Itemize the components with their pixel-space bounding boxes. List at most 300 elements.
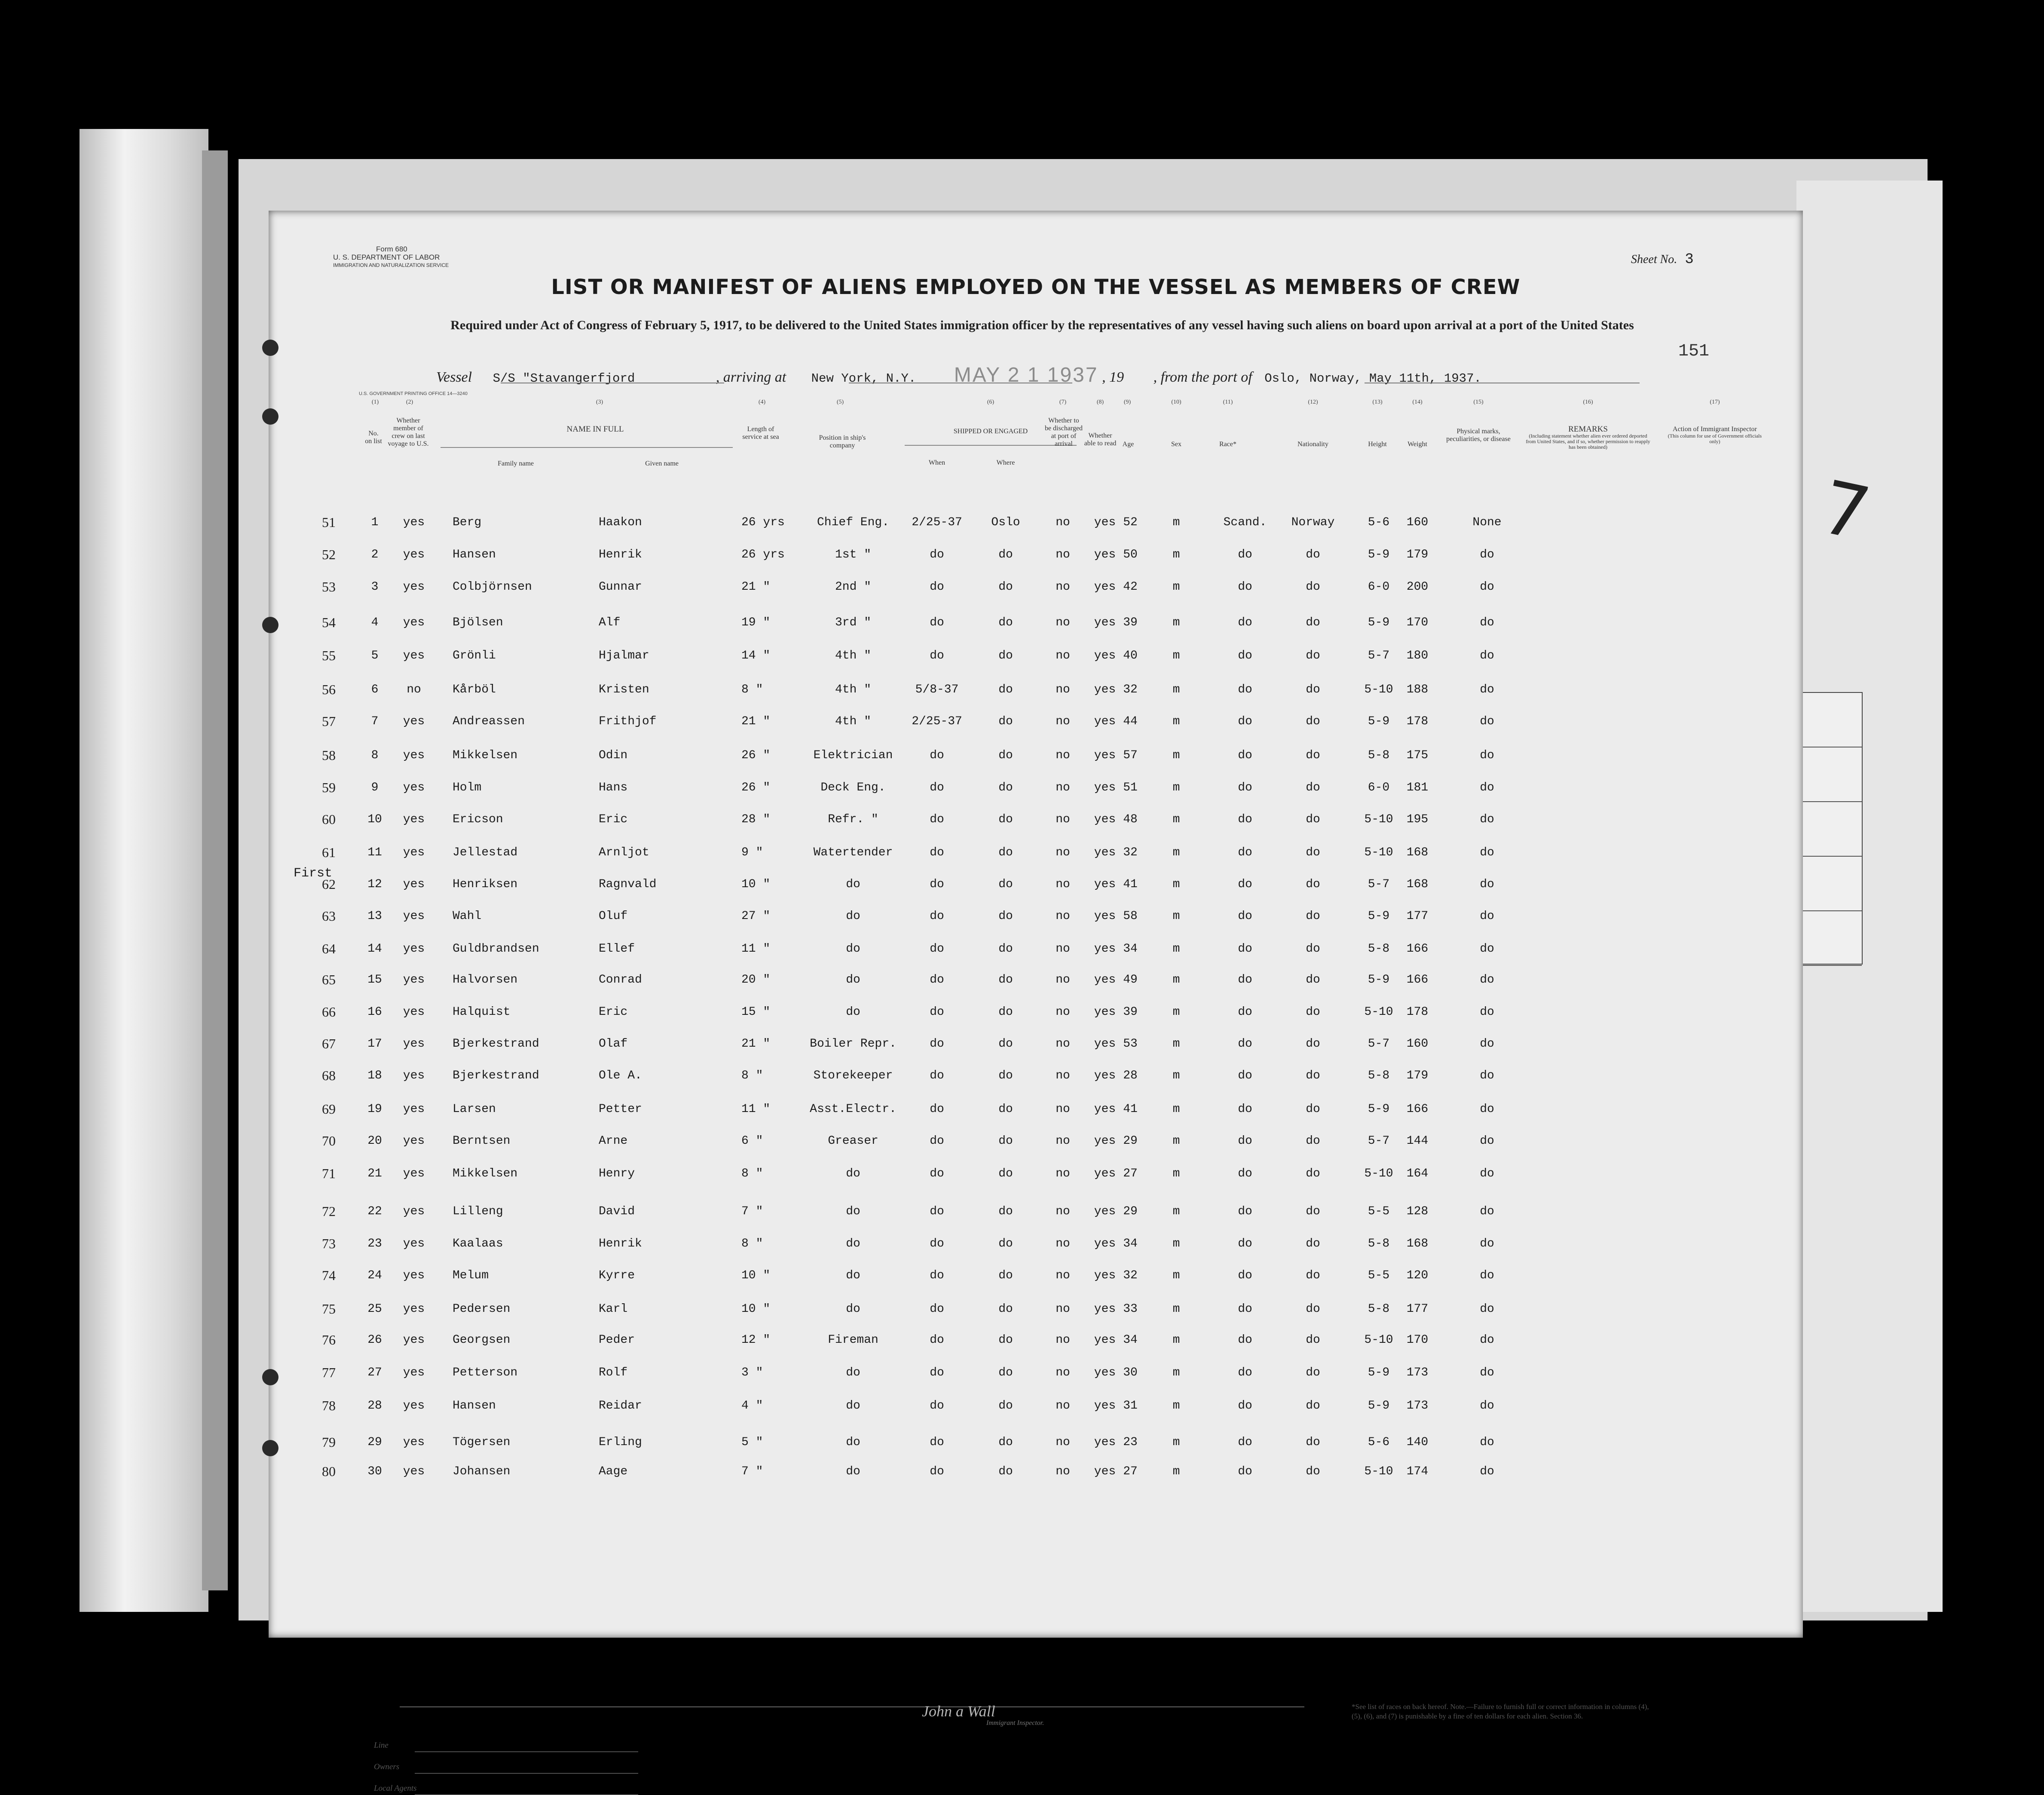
height: 5-10: [1364, 1167, 1393, 1180]
race: do: [1238, 749, 1252, 762]
column-number: (6): [987, 399, 994, 405]
age: 29: [1123, 1205, 1138, 1218]
family-name: Larsen: [453, 1103, 496, 1116]
weight: 177: [1406, 1302, 1429, 1316]
physical-marks: do: [1480, 910, 1494, 923]
able-to-read: yes: [1094, 1069, 1116, 1082]
crew-flag: yes: [403, 548, 425, 561]
able-to-read: yes: [1094, 1005, 1116, 1019]
discharged: no: [1056, 1269, 1070, 1282]
side-stamp-box: [1801, 692, 1863, 965]
service-length: 10 ": [741, 878, 771, 891]
able-to-read: yes: [1094, 1134, 1116, 1148]
position: Greaser: [828, 1134, 878, 1148]
given-name: Hans: [599, 781, 628, 794]
race: do: [1238, 1103, 1252, 1116]
nationality: do: [1306, 715, 1320, 728]
discharged: no: [1056, 1134, 1070, 1148]
column-number: (11): [1223, 399, 1233, 405]
sex: m: [1172, 1302, 1180, 1316]
service-length: 15 ": [741, 1005, 771, 1019]
position: 3rd ": [835, 616, 872, 629]
race: do: [1238, 1302, 1252, 1316]
column-number: (2): [406, 399, 413, 405]
able-to-read: yes: [1094, 1333, 1116, 1347]
height: 5-10: [1364, 683, 1393, 696]
physical-marks: do: [1480, 616, 1494, 629]
family-name: Andreassen: [453, 715, 525, 728]
nationality: do: [1306, 1333, 1320, 1347]
service-length: 26 yrs: [741, 548, 785, 561]
shipped-where: do: [998, 715, 1013, 728]
stamp-number: 151: [1678, 342, 1710, 361]
weight: 120: [1406, 1269, 1429, 1282]
shipped-when: do: [930, 1465, 944, 1478]
able-to-read: yes: [1094, 781, 1116, 794]
discharged: no: [1056, 910, 1070, 923]
crew-flag: yes: [403, 942, 425, 956]
family-name: Wahl: [453, 910, 482, 923]
manifest-sheet: [269, 211, 1803, 1793]
able-to-read: yes: [1094, 813, 1116, 826]
race: do: [1238, 683, 1252, 696]
sex: m: [1172, 1465, 1180, 1478]
height: 5-9: [1368, 1366, 1390, 1379]
header-given: Given name: [645, 460, 679, 467]
book-binding: [202, 150, 228, 1590]
header-crew: Whether member of crew on last voyage to U.S.: [388, 417, 429, 447]
position: Boiler Repr.: [810, 1037, 897, 1051]
crew-flag: yes: [403, 878, 425, 891]
list-number: 15: [367, 973, 382, 986]
shipped-when: do: [930, 1205, 944, 1218]
height: 5-6: [1368, 1436, 1390, 1449]
age: 34: [1123, 1333, 1138, 1347]
weight: 160: [1406, 516, 1429, 529]
given-name: Olaf: [599, 1037, 628, 1051]
height: 5-9: [1368, 1103, 1390, 1116]
shipped-when: do: [930, 878, 944, 891]
column-number: (12): [1308, 399, 1318, 405]
nationality: do: [1306, 580, 1320, 594]
age: 23: [1123, 1436, 1138, 1449]
family-name: Petterson: [453, 1366, 518, 1379]
weight: 140: [1406, 1436, 1429, 1449]
given-name: Rolf: [599, 1366, 628, 1379]
age: 27: [1123, 1167, 1138, 1180]
discharged: no: [1056, 1436, 1070, 1449]
nationality: do: [1306, 1269, 1320, 1282]
service-length: 3 ": [741, 1366, 763, 1379]
discharged: no: [1056, 649, 1070, 662]
able-to-read: yes: [1094, 683, 1116, 696]
binder-hole: [262, 408, 278, 425]
binder-hole: [262, 340, 278, 356]
age: 41: [1123, 1103, 1138, 1116]
physical-marks: do: [1480, 1069, 1494, 1082]
line-number: 75: [322, 1301, 336, 1317]
shipped-where: Oslo: [991, 516, 1020, 529]
crew-flag: yes: [403, 715, 425, 728]
discharged: no: [1056, 1069, 1070, 1082]
sex: m: [1172, 846, 1180, 859]
discharged: no: [1056, 580, 1070, 594]
crew-flag: yes: [403, 1436, 425, 1449]
discharged: no: [1056, 1037, 1070, 1051]
able-to-read: yes: [1094, 1366, 1116, 1379]
line-number: 74: [322, 1268, 336, 1283]
position: Fireman: [828, 1333, 878, 1347]
shipped-when: do: [930, 1366, 944, 1379]
able-to-read: yes: [1094, 1269, 1116, 1282]
crew-flag: yes: [403, 749, 425, 762]
height: 5-10: [1364, 1005, 1393, 1019]
able-to-read: yes: [1094, 878, 1116, 891]
nationality: do: [1306, 1005, 1320, 1019]
given-name: Alf: [599, 616, 621, 629]
shipped-when: do: [930, 1103, 944, 1116]
discharged: no: [1056, 1005, 1070, 1019]
physical-marks: do: [1480, 1302, 1494, 1316]
weight: 170: [1406, 1333, 1429, 1347]
shipped-when: do: [930, 1037, 944, 1051]
race: do: [1238, 781, 1252, 794]
list-number: 8: [371, 749, 379, 762]
nationality: do: [1306, 649, 1320, 662]
position: 4th ": [835, 683, 872, 696]
height: 5-8: [1368, 1302, 1390, 1316]
height: 6-0: [1368, 781, 1390, 794]
service-length: 7 ": [741, 1205, 763, 1218]
weight: 200: [1406, 580, 1429, 594]
header-remarks: REMARKS (Including statement whether alien ever ordered deported from United States, and if so, whether permission to reapply has been obtained): [1526, 425, 1650, 450]
discharged: no: [1056, 781, 1070, 794]
discharged: no: [1056, 878, 1070, 891]
height: 5-9: [1368, 1399, 1390, 1412]
list-number: 3: [371, 580, 379, 594]
shipped-where: do: [998, 1465, 1013, 1478]
header-marks: Physical marks, peculiarities, or disease: [1446, 428, 1511, 443]
age: 41: [1123, 878, 1138, 891]
height: 5-10: [1364, 1465, 1393, 1478]
list-number: 11: [367, 846, 382, 859]
shipped-when: do: [930, 1399, 944, 1412]
line-number: 76: [322, 1332, 336, 1348]
able-to-read: yes: [1094, 1399, 1116, 1412]
shipped-where: do: [998, 781, 1013, 794]
list-number: 25: [367, 1302, 382, 1316]
header-no: No. on list: [365, 430, 382, 445]
given-name: Karl: [599, 1302, 628, 1316]
discharged: no: [1056, 749, 1070, 762]
position: Deck Eng.: [820, 781, 886, 794]
shipped-when: 2/25-37: [912, 516, 962, 529]
shipped-where: do: [998, 580, 1013, 594]
position: do: [846, 1269, 860, 1282]
weight: 170: [1406, 616, 1429, 629]
shipped-when: do: [930, 973, 944, 986]
list-number: 22: [367, 1205, 382, 1218]
shipped-where: do: [998, 1005, 1013, 1019]
weight: 180: [1406, 649, 1429, 662]
nationality: do: [1306, 878, 1320, 891]
sex: m: [1172, 1333, 1180, 1347]
physical-marks: do: [1480, 1366, 1494, 1379]
discharged: no: [1056, 1167, 1070, 1180]
header-when: When: [928, 459, 946, 466]
nationality: do: [1306, 1069, 1320, 1082]
nationality: do: [1306, 616, 1320, 629]
sex: m: [1172, 580, 1180, 594]
column-number: (17): [1710, 399, 1720, 405]
shipped-when: do: [930, 580, 944, 594]
service-length: 6 ": [741, 1134, 763, 1148]
nationality: do: [1306, 1037, 1320, 1051]
age: 40: [1123, 649, 1138, 662]
shipped-where: do: [998, 1069, 1013, 1082]
height: 5-7: [1368, 649, 1390, 662]
discharged: no: [1056, 846, 1070, 859]
physical-marks: do: [1480, 878, 1494, 891]
sex: m: [1172, 1269, 1180, 1282]
line-number: 69: [322, 1101, 336, 1117]
line-number: 53: [322, 579, 336, 594]
sex: m: [1172, 1037, 1180, 1051]
given-name: Odin: [599, 749, 628, 762]
line-number: 80: [322, 1464, 336, 1479]
sex: m: [1172, 910, 1180, 923]
shipped-where: do: [998, 1205, 1013, 1218]
discharged: no: [1056, 548, 1070, 561]
shipped-when: do: [930, 813, 944, 826]
physical-marks: do: [1480, 1465, 1494, 1478]
given-name: Gunnar: [599, 580, 642, 594]
line-number: 62: [322, 876, 336, 892]
age: 49: [1123, 973, 1138, 986]
able-to-read: yes: [1094, 1436, 1116, 1449]
sex: m: [1172, 715, 1180, 728]
race: do: [1238, 1167, 1252, 1180]
able-to-read: yes: [1094, 649, 1116, 662]
crew-flag: yes: [403, 1366, 425, 1379]
weight: 188: [1406, 683, 1429, 696]
line-number: 68: [322, 1068, 336, 1083]
weight: 144: [1406, 1134, 1429, 1148]
physical-marks: do: [1480, 548, 1494, 561]
nationality: do: [1306, 973, 1320, 986]
book-page-edges: [80, 129, 208, 1612]
header-length: Length of service at sea: [742, 426, 779, 441]
weight: 128: [1406, 1205, 1429, 1218]
weight: 164: [1406, 1167, 1429, 1180]
age: 27: [1123, 1465, 1138, 1478]
list-number: 18: [367, 1069, 382, 1082]
list-number: 17: [367, 1037, 382, 1051]
shipped-where: do: [998, 1237, 1013, 1250]
age: 52: [1123, 516, 1138, 529]
height: 5-5: [1368, 1269, 1390, 1282]
race: do: [1238, 1134, 1252, 1148]
age: 51: [1123, 781, 1138, 794]
given-name: Oluf: [599, 910, 628, 923]
service-length: 26 ": [741, 781, 771, 794]
height: 5-9: [1368, 715, 1390, 728]
nationality: do: [1306, 1465, 1320, 1478]
nationality: do: [1306, 846, 1320, 859]
family-name: Ericson: [453, 813, 503, 826]
crew-flag: yes: [403, 1205, 425, 1218]
race: do: [1238, 1205, 1252, 1218]
line-number: 59: [322, 780, 336, 795]
crew-flag: yes: [403, 1069, 425, 1082]
position: Elektrician: [813, 749, 893, 762]
line-number: 71: [322, 1166, 336, 1181]
height: 5-9: [1368, 910, 1390, 923]
nationality: do: [1306, 1167, 1320, 1180]
line-number: 57: [322, 714, 336, 729]
column-number: (8): [1096, 399, 1104, 405]
service-length: 8 ": [741, 1069, 763, 1082]
crew-flag: yes: [403, 1237, 425, 1250]
height: 6-0: [1368, 580, 1390, 594]
column-number: (4): [758, 399, 766, 405]
sex: m: [1172, 1237, 1180, 1250]
position: do: [846, 1167, 860, 1180]
service-length: 8 ": [741, 1237, 763, 1250]
age: 34: [1123, 1237, 1138, 1250]
height: 5-8: [1368, 1069, 1390, 1082]
physical-marks: do: [1480, 1269, 1494, 1282]
weight: 166: [1406, 973, 1429, 986]
family-name: Mikkelsen: [453, 1167, 518, 1180]
list-number: 2: [371, 548, 379, 561]
height: 5-8: [1368, 942, 1390, 956]
crew-flag: yes: [403, 1134, 425, 1148]
height: 5-6: [1368, 516, 1390, 529]
given-name: Henrik: [599, 548, 642, 561]
header-family: Family name: [498, 460, 534, 467]
line-number: 67: [322, 1036, 336, 1051]
shipped-when: 5/8-37: [915, 683, 959, 696]
nationality: do: [1306, 1134, 1320, 1148]
race: do: [1238, 910, 1252, 923]
service-length: 11 ": [741, 1103, 771, 1116]
age: 32: [1123, 846, 1138, 859]
age: 58: [1123, 910, 1138, 923]
shipped-where: do: [998, 1134, 1013, 1148]
shipped-where: do: [998, 942, 1013, 956]
header-race: Race*: [1219, 441, 1236, 448]
position: Chief Eng.: [817, 516, 890, 529]
family-name: Bjölsen: [453, 616, 503, 629]
form-header: Form 680 U. S. DEPARTMENT OF LABOR IMMIGRATION AND NATURALIZATION SERVICE: [333, 245, 449, 268]
column-number: (7): [1059, 399, 1067, 405]
age: 50: [1123, 548, 1138, 561]
position: do: [846, 1205, 860, 1218]
shipped-when: do: [930, 616, 944, 629]
shipped-where: do: [998, 616, 1013, 629]
physical-marks: None: [1472, 516, 1502, 529]
owners-label: Owners: [374, 1762, 400, 1771]
nationality: do: [1306, 910, 1320, 923]
position: do: [846, 878, 860, 891]
discharged: no: [1056, 1465, 1070, 1478]
family-name: Mikkelsen: [453, 749, 518, 762]
given-name: Ole A.: [599, 1069, 642, 1082]
weight: 168: [1406, 846, 1429, 859]
service-length: 7 ": [741, 1465, 763, 1478]
shipped-where: do: [998, 1269, 1013, 1282]
column-number: (15): [1473, 399, 1484, 405]
line-number: 52: [322, 547, 336, 562]
shipped-where: do: [998, 973, 1013, 986]
line-number: 51: [322, 515, 336, 530]
shipped-where: do: [998, 548, 1013, 561]
age: 32: [1123, 1269, 1138, 1282]
race: do: [1238, 1366, 1252, 1379]
position: do: [846, 1302, 860, 1316]
race: do: [1238, 942, 1252, 956]
race: do: [1238, 1333, 1252, 1347]
given-name: Henry: [599, 1167, 635, 1180]
given-name: Ragnvald: [599, 878, 657, 891]
discharged: no: [1056, 715, 1070, 728]
nationality: do: [1306, 1237, 1320, 1250]
nationality: Norway: [1291, 516, 1335, 529]
shipped-where: do: [998, 649, 1013, 662]
sex: m: [1172, 1436, 1180, 1449]
sex: m: [1172, 683, 1180, 696]
nationality: do: [1306, 749, 1320, 762]
nationality: do: [1306, 813, 1320, 826]
sex: m: [1172, 1167, 1180, 1180]
given-name: David: [599, 1205, 635, 1218]
race: do: [1238, 548, 1252, 561]
physical-marks: do: [1480, 1205, 1494, 1218]
line-number: 73: [322, 1236, 336, 1251]
shipped-when: do: [930, 1005, 944, 1019]
given-name: Kristen: [599, 683, 649, 696]
crew-flag: yes: [403, 1302, 425, 1316]
weight: 174: [1406, 1465, 1429, 1478]
physical-marks: do: [1480, 649, 1494, 662]
race: do: [1238, 813, 1252, 826]
service-length: 10 ": [741, 1269, 771, 1282]
family-name: Jellestad: [453, 846, 518, 859]
height: 5-7: [1368, 878, 1390, 891]
position: do: [846, 942, 860, 956]
list-number: 28: [367, 1399, 382, 1412]
able-to-read: yes: [1094, 1167, 1116, 1180]
service-length: 21 ": [741, 715, 771, 728]
able-to-read: yes: [1094, 973, 1116, 986]
race: do: [1238, 1399, 1252, 1412]
age: 57: [1123, 749, 1138, 762]
line-number: 77: [322, 1365, 336, 1380]
given-name: Ellef: [599, 942, 635, 956]
physical-marks: do: [1480, 749, 1494, 762]
family-name: Kårböl: [453, 683, 496, 696]
service-length: 14 ": [741, 649, 771, 662]
header-position: Position in ship's company: [819, 434, 866, 449]
header-sex: Sex: [1171, 441, 1181, 448]
height: 5-10: [1364, 1333, 1393, 1347]
nationality: do: [1306, 1302, 1320, 1316]
sex: m: [1172, 781, 1180, 794]
position: do: [846, 1436, 860, 1449]
weight: 168: [1406, 878, 1429, 891]
sex: m: [1172, 1205, 1180, 1218]
